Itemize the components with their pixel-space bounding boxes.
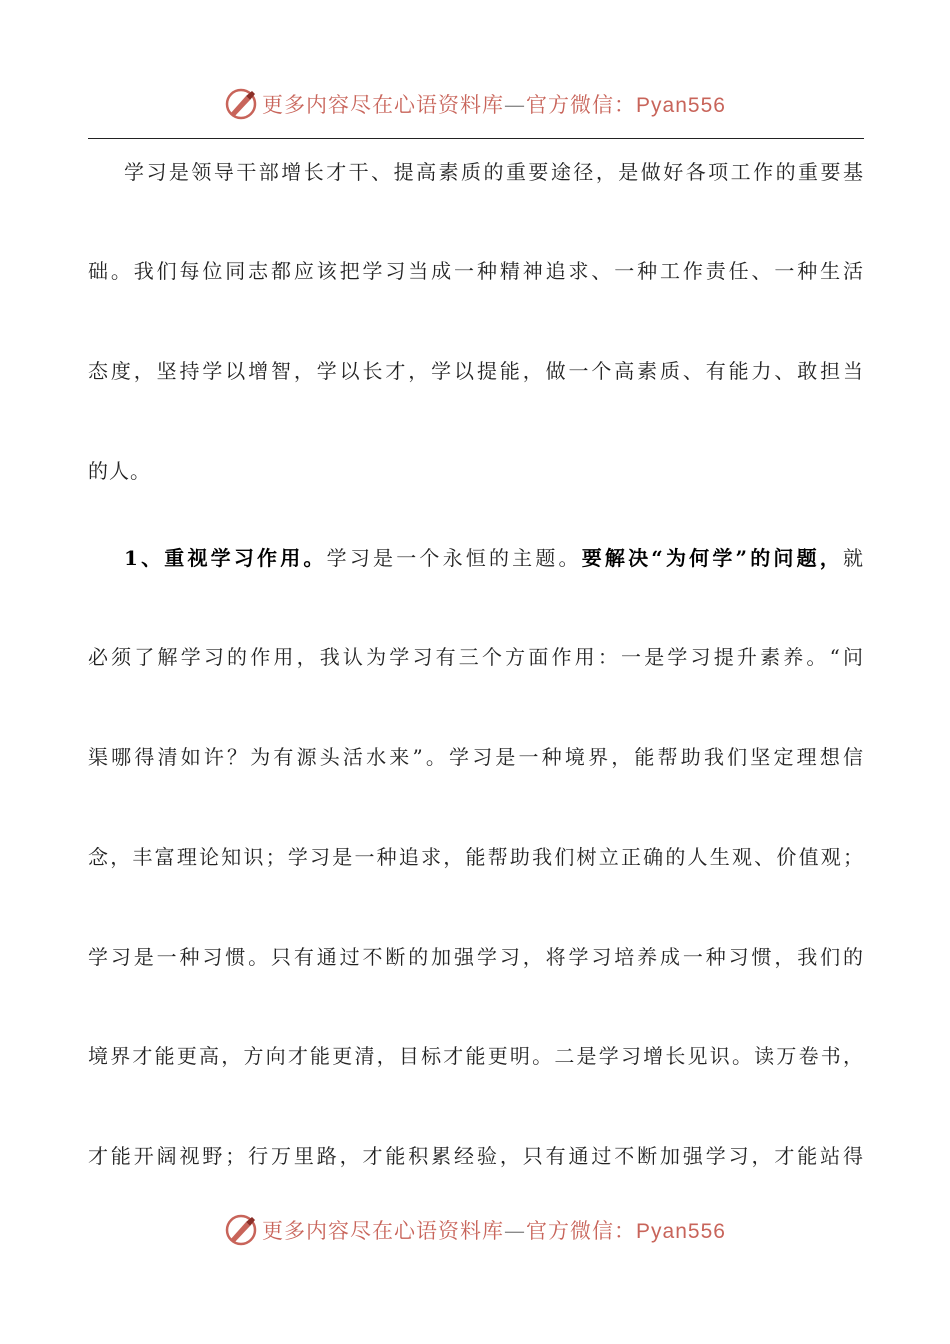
intro-line-3: 态度，坚持学以增智，学以长才，学以提能，做一个高素质、有能力、敢担当 <box>88 359 864 383</box>
watermark-separator: — <box>504 1219 527 1243</box>
watermark-text <box>262 89 726 119</box>
intro-line-1: 学习是领导干部增长才干、提高素质的重要途径，是做好各项工作的重要基 <box>124 160 864 184</box>
watermark-wechat-id: Pyan556 <box>636 94 726 117</box>
section1-heading: 1、重视学习作用。 <box>124 546 327 570</box>
watermark-text <box>262 1215 726 1245</box>
section1-tail: 就 <box>843 546 864 570</box>
pen-logo-icon <box>224 1213 258 1247</box>
watermark-wechat-id: Pyan556 <box>636 1220 726 1243</box>
header-watermark <box>0 84 950 124</box>
section1-line-3: 渠哪得清如许？为有源头活水来”。学习是一种境界，能帮助我们坚定理想信 <box>88 745 864 769</box>
section1-line-6: 境界才能更高，方向才能更清，目标才能更明。二是学习增长见识。读万卷书， <box>88 1044 864 1068</box>
section1-line-7: 才能开阔视野；行万里路，才能积累经验，只有通过不断加强学习，才能站得 <box>88 1144 864 1168</box>
watermark-label: 官方微信： <box>526 93 637 117</box>
pen-logo-icon <box>224 87 258 121</box>
watermark-label: 官方微信： <box>526 1219 637 1243</box>
header-divider <box>88 138 864 139</box>
section1-line-2: 必须了解学习的作用，我认为学习有三个方面作用：一是学习提升素养。“问 <box>88 645 864 669</box>
intro-line-2: 础。我们每位同志都应该把学习当成一种精神追求、一种工作责任、一种生活 <box>88 259 864 283</box>
section1-line-4: 念，丰富理论知识；学习是一种追求，能帮助我们树立正确的人生观、价值观； <box>88 845 864 869</box>
footer-watermark <box>0 1210 950 1250</box>
watermark-brand: 更多内容尽在心语资料库 <box>262 93 505 117</box>
section1-line-5: 学习是一种习惯。只有通过不断的加强学习，将学习培养成一种习惯，我们的 <box>88 945 864 969</box>
intro-line-4: 的人。 <box>88 459 151 483</box>
section1-first-line <box>124 542 864 574</box>
section1-lead: 学习是一个永恒的主题。 <box>326 546 582 570</box>
watermark-brand: 更多内容尽在心语资料库 <box>262 1219 505 1243</box>
section1-emphasis: 要解决“为何学”的问题， <box>581 546 843 570</box>
watermark-separator: — <box>504 93 527 117</box>
